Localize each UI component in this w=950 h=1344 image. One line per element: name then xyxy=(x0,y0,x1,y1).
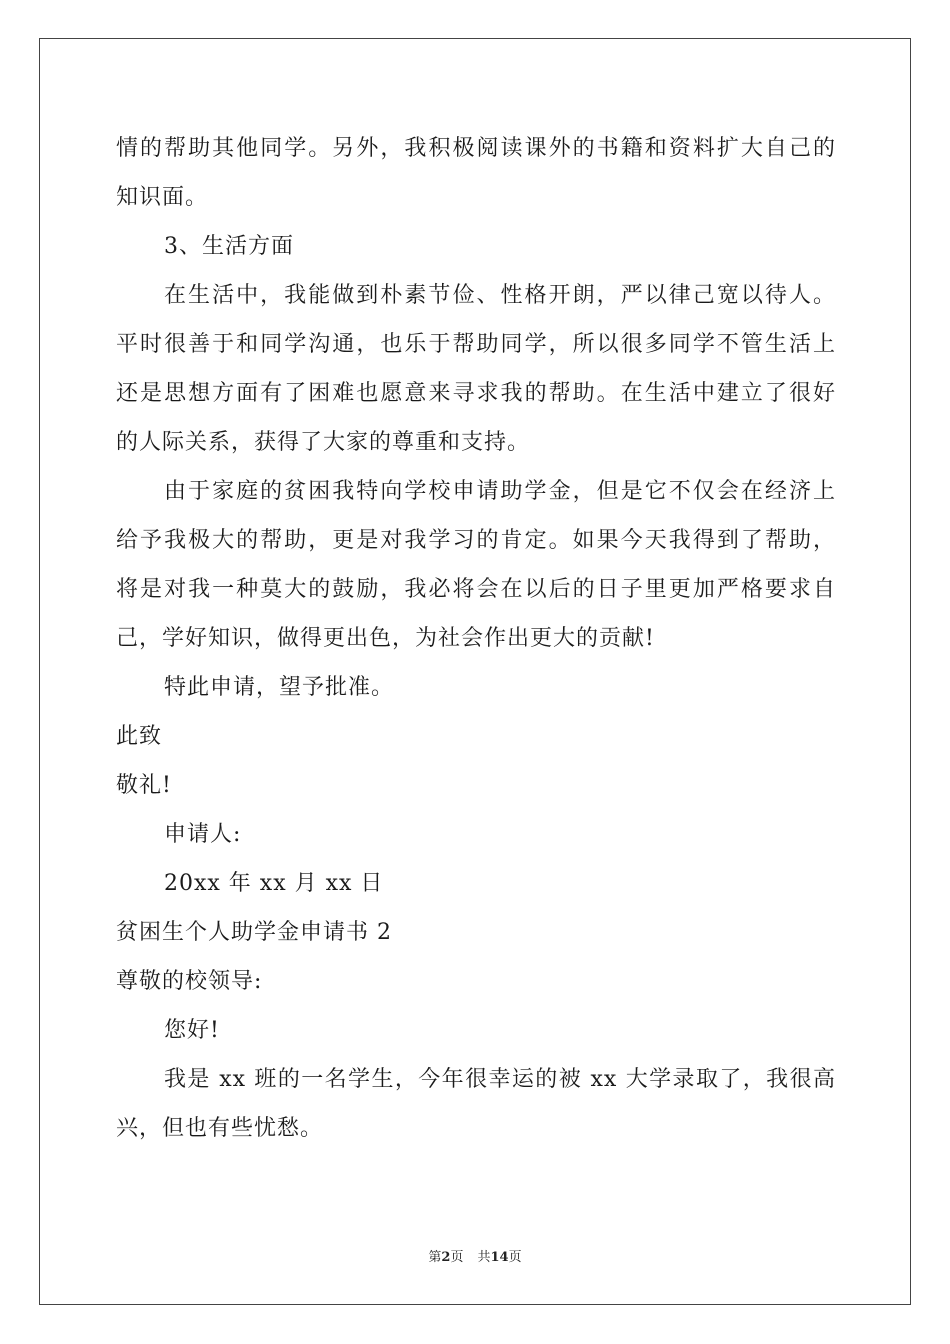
text-line: 给予我极大的帮助，更是对我学习的肯定。如果今天我得到了帮助， xyxy=(116,528,836,553)
text-line: 还是思想方面有了困难也愿意来寻求我的帮助。在生活中建立了很好 xyxy=(116,381,836,406)
page-suffix: 页 xyxy=(450,1250,464,1265)
section-heading: 3、生活方面 xyxy=(164,234,294,259)
text-line: 特此申请，望予批准。 xyxy=(164,675,395,700)
text-line: 在生活中，我能做到朴素节俭、性格开朗，严以律己宽以待人。 xyxy=(164,283,836,308)
total-page-number: 14 xyxy=(490,1250,509,1265)
text-line: 知识面。 xyxy=(116,185,209,210)
text-line: 我是 xx 班的一名学生，今年很幸运的被 xx 大学录取了，我很高 xyxy=(164,1067,836,1092)
text-line: 由于家庭的贫困我特向学校申请助学金，但是它不仅会在经济上 xyxy=(164,479,836,504)
total-prefix: 共 xyxy=(477,1250,491,1265)
letter-title: 贫困生个人助学金申请书 2 xyxy=(116,920,392,945)
text-line: 情的帮助其他同学。另外，我积极阅读课外的书籍和资料扩大自己的 xyxy=(116,136,836,161)
current-page-number: 2 xyxy=(441,1250,451,1265)
text-line: 的人际关系，获得了大家的尊重和支持。 xyxy=(116,430,531,455)
page-footer xyxy=(0,1246,950,1265)
text-line: 平时很善于和同学沟通，也乐于帮助同学，所以很多同学不管生活上 xyxy=(116,332,836,357)
document-body xyxy=(116,124,836,1153)
text-line: 兴，但也有些忧愁。 xyxy=(116,1116,324,1141)
date-line: 20xx 年 xx 月 xx 日 xyxy=(164,871,384,896)
applicant-label: 申请人: xyxy=(164,822,242,847)
total-suffix: 页 xyxy=(508,1250,522,1265)
closing-regards: 敬礼! xyxy=(116,773,172,798)
page-prefix: 第 xyxy=(428,1250,442,1265)
closing-salutation: 此致 xyxy=(116,724,163,749)
greeting: 您好! xyxy=(164,1018,220,1043)
text-line: 己，学好知识，做得更出色，为社会作出更大的贡献! xyxy=(116,626,655,651)
text-line: 将是对我一种莫大的鼓励，我必将会在以后的日子里更加严格要求自 xyxy=(116,577,836,602)
salutation: 尊敬的校领导: xyxy=(116,969,263,994)
